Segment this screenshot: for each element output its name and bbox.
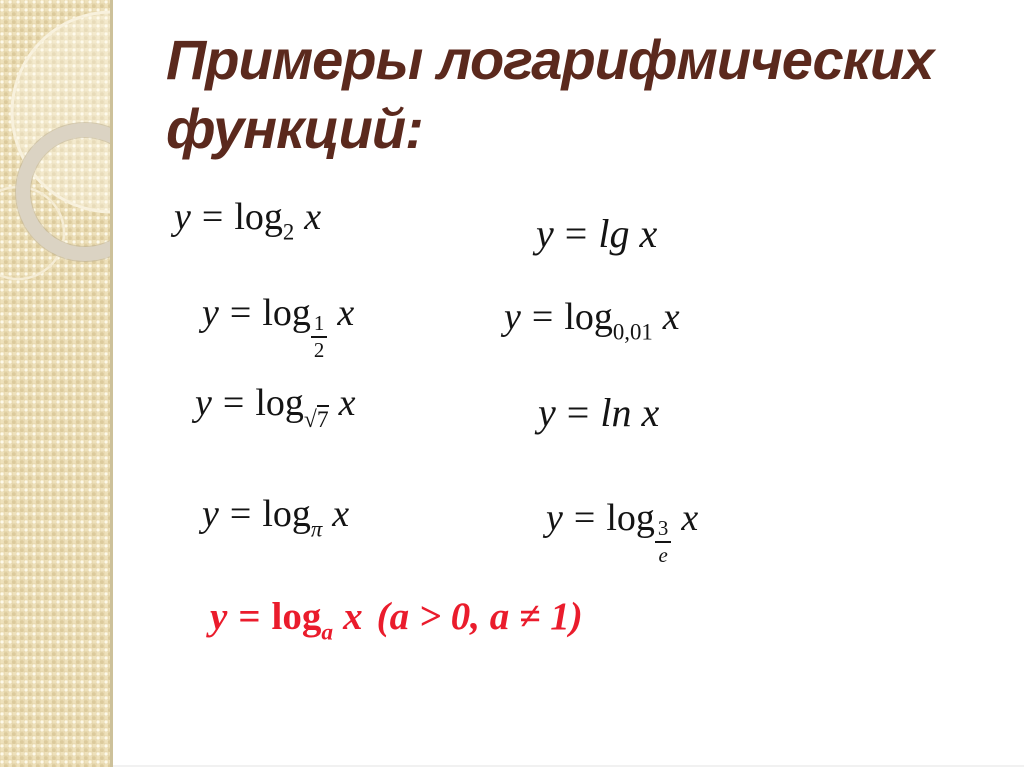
equals-sign: =: [238, 595, 261, 638]
equals-sign: =: [229, 493, 252, 535]
fraction-denominator: e: [658, 543, 668, 568]
radicand: 7: [316, 406, 329, 433]
formula-log-base-001: [504, 296, 680, 345]
decorative-side-strip: [0, 0, 113, 767]
fraction-denominator: 2: [313, 338, 325, 363]
base-fraction: [311, 312, 327, 362]
var-y: y: [210, 595, 228, 638]
formula-log-base-a-general: [210, 595, 583, 646]
base-subscript: a: [321, 619, 334, 646]
var-y: y: [536, 211, 554, 256]
ln-operator: ln: [600, 390, 632, 435]
log-operator: log: [262, 292, 311, 334]
log-operator: log: [262, 493, 311, 535]
base-subscript: 2: [282, 219, 295, 245]
fraction-numerator: 1: [311, 312, 327, 338]
fraction-numerator: 3: [655, 517, 671, 543]
lg-operator: lg: [598, 211, 630, 256]
log-operator: log: [271, 595, 322, 638]
equals-sign: =: [573, 497, 596, 539]
formula-lg: [536, 211, 657, 257]
var-y: y: [504, 296, 521, 338]
var-x: x: [662, 296, 680, 338]
decorative-circles: [0, 0, 110, 767]
equals-sign: =: [229, 292, 252, 334]
domain-condition: (a > 0, a ≠ 1): [376, 595, 583, 638]
radical-sign: √: [303, 406, 317, 433]
var-x: x: [641, 390, 660, 435]
equals-sign: =: [566, 390, 590, 435]
var-x: x: [343, 595, 363, 638]
formula-log-base-sqrt7: [195, 382, 355, 434]
base-fraction: [655, 517, 671, 567]
log-operator: log: [255, 382, 304, 424]
var-x: x: [337, 292, 355, 334]
base-subscript: 0,01: [612, 319, 653, 345]
var-x: x: [639, 211, 658, 256]
var-y: y: [202, 493, 219, 535]
formula-log-base-2: [174, 196, 321, 245]
var-y: y: [546, 497, 563, 539]
equals-sign: =: [531, 296, 554, 338]
var-x: x: [332, 493, 350, 535]
formula-log-base-pi: [202, 493, 349, 542]
var-x: x: [681, 497, 699, 539]
formula-log-base-half: [202, 292, 354, 362]
equals-sign: =: [201, 196, 224, 238]
formula-log-base-3e: [546, 497, 698, 567]
equals-sign: =: [222, 382, 245, 424]
base-subscript: π: [310, 516, 323, 542]
log-operator: log: [564, 296, 613, 338]
log-operator: log: [234, 196, 283, 238]
var-y: y: [202, 292, 219, 334]
formula-ln: [538, 390, 659, 436]
slide-title: Примеры логарифмических функций:: [166, 28, 934, 160]
var-x: x: [338, 382, 356, 424]
var-y: y: [195, 382, 212, 424]
var-y: y: [538, 390, 556, 435]
var-x: x: [304, 196, 322, 238]
base-radical: [304, 405, 329, 433]
log-operator: log: [606, 497, 655, 539]
equals-sign: =: [564, 211, 588, 256]
var-y: y: [174, 196, 191, 238]
